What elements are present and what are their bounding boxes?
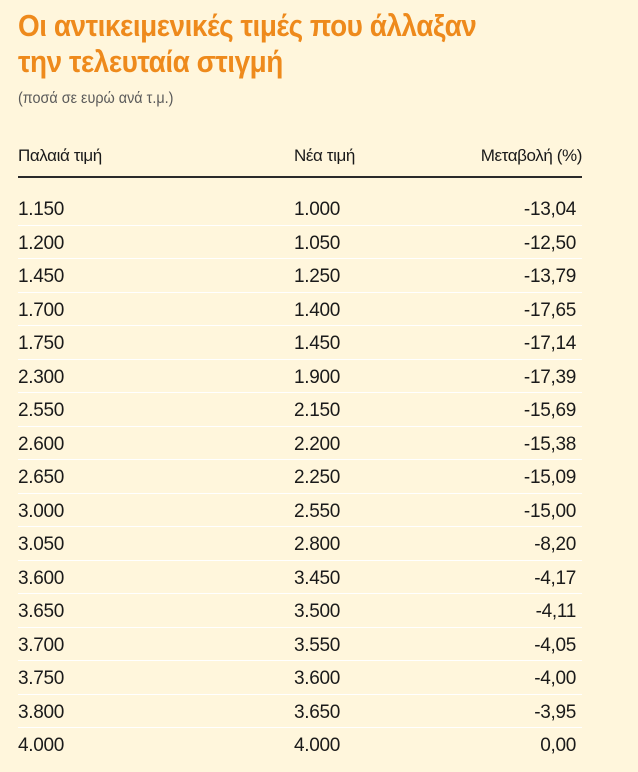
cell-change: 0,00 xyxy=(540,735,576,756)
column-header-new-price: Νέα τιμή xyxy=(294,146,355,165)
table-header xyxy=(18,140,582,178)
table-row xyxy=(18,393,582,427)
cell-change: -13,79 xyxy=(523,266,576,287)
cell-new-price: 2.250 xyxy=(294,467,341,488)
cell-old-price: 3.750 xyxy=(18,668,65,689)
cell-old-price: 2.600 xyxy=(18,433,65,455)
cell-new-price: 3.600 xyxy=(294,668,341,689)
table-row xyxy=(18,561,582,595)
cell-old-price: 3.800 xyxy=(18,701,65,723)
cell-old-price: 1.200 xyxy=(18,232,65,254)
cell-old-price: 2.300 xyxy=(18,366,65,388)
cell-change: -4,11 xyxy=(535,601,576,622)
cell-old-price: 1.150 xyxy=(18,199,65,220)
table-body xyxy=(18,192,582,761)
cell-old-price: 3.600 xyxy=(18,567,65,589)
cell-old-price: 3.050 xyxy=(18,534,65,555)
cell-change: -12,50 xyxy=(523,232,576,254)
title-line-1: Οι αντικειμενικές τιμές που άλλαξαν xyxy=(18,8,477,43)
column-header-old-price: Παλαιά τιμή xyxy=(18,146,102,165)
cell-new-price: 2.200 xyxy=(294,433,341,455)
cell-new-price: 2.800 xyxy=(294,534,341,555)
table-row xyxy=(18,293,582,327)
cell-change: -17,65 xyxy=(523,299,576,321)
cell-change: -15,69 xyxy=(523,400,576,421)
table-row xyxy=(18,661,582,695)
table-row xyxy=(18,494,582,528)
cell-change: -13,04 xyxy=(523,199,576,220)
cell-old-price: 4.000 xyxy=(18,735,65,756)
cell-old-price: 1.700 xyxy=(18,299,65,321)
table-row xyxy=(18,728,582,761)
header xyxy=(18,8,618,108)
cell-new-price: 2.150 xyxy=(294,400,341,421)
cell-old-price: 2.550 xyxy=(18,400,65,421)
cell-new-price: 3.550 xyxy=(294,634,341,656)
cell-new-price: 1.450 xyxy=(294,333,341,354)
cell-change: -8,20 xyxy=(534,534,576,555)
cell-new-price: 3.500 xyxy=(294,601,341,622)
cell-old-price: 3.000 xyxy=(18,500,65,522)
cell-change: -3,95 xyxy=(534,701,576,723)
price-table xyxy=(18,140,582,761)
cell-change: -15,09 xyxy=(523,467,576,488)
cell-change: -4,17 xyxy=(534,567,576,589)
cell-change: -15,38 xyxy=(523,433,576,455)
title-line-2: την τελευταία στιγμή xyxy=(18,44,283,79)
column-header-change: Μεταβολή (%) xyxy=(480,146,582,165)
cell-new-price: 1.000 xyxy=(294,199,341,220)
table-row xyxy=(18,594,582,628)
cell-old-price: 3.700 xyxy=(18,634,65,656)
table-row xyxy=(18,460,582,494)
table-row xyxy=(18,628,582,662)
table-row xyxy=(18,427,582,461)
cell-old-price: 3.650 xyxy=(18,601,65,622)
cell-new-price: 1.400 xyxy=(294,299,341,321)
cell-old-price: 1.450 xyxy=(18,266,65,287)
table-row xyxy=(18,259,582,293)
cell-change: -17,14 xyxy=(523,333,576,354)
cell-new-price: 4.000 xyxy=(294,735,341,756)
cell-change: -15,00 xyxy=(523,500,576,522)
table-row xyxy=(18,192,582,226)
cell-new-price: 3.650 xyxy=(294,701,341,723)
cell-new-price: 1.050 xyxy=(294,232,341,254)
cell-old-price: 2.650 xyxy=(18,467,65,488)
table-row xyxy=(18,527,582,561)
subtitle: (ποσά σε ευρώ ανά τ.μ.) xyxy=(18,90,174,107)
table-row xyxy=(18,226,582,260)
cell-new-price: 3.450 xyxy=(294,567,341,589)
table-row xyxy=(18,360,582,394)
cell-change: -17,39 xyxy=(523,366,576,388)
cell-change: -4,00 xyxy=(534,668,576,689)
cell-new-price: 1.250 xyxy=(294,266,341,287)
cell-change: -4,05 xyxy=(534,634,576,656)
cell-old-price: 1.750 xyxy=(18,333,65,354)
table-row xyxy=(18,326,582,360)
cell-new-price: 2.550 xyxy=(294,500,341,522)
cell-new-price: 1.900 xyxy=(294,366,341,388)
table-row xyxy=(18,695,582,729)
